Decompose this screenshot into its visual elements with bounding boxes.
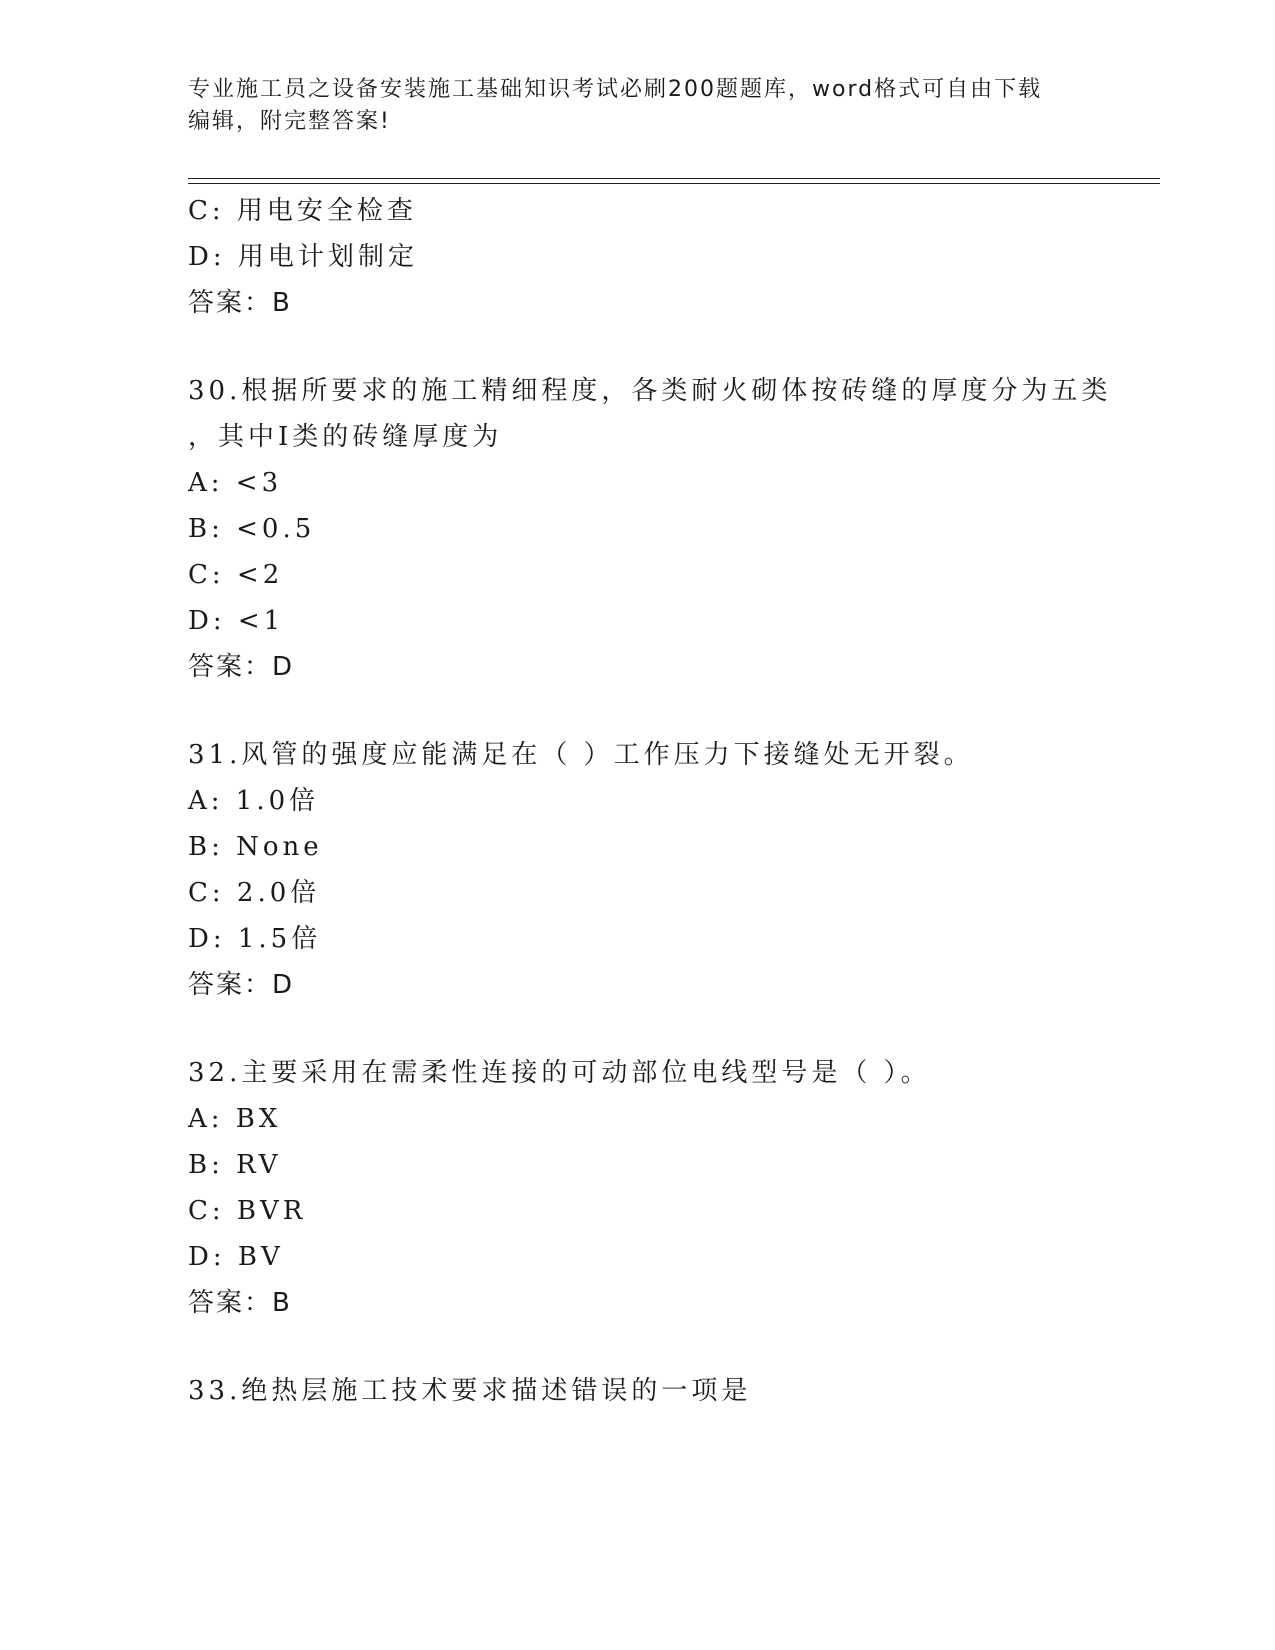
option-c: C: BVR (188, 1196, 307, 1226)
option-a: A: 1.0倍 (188, 786, 320, 816)
question-stem: 32.主要采用在需柔性连接的可动部位电线型号是（ ）。 (188, 1058, 931, 1088)
document-header (188, 74, 1088, 138)
option-c: C: <2 (188, 560, 284, 590)
option-d: D: 1.5倍 (188, 924, 322, 954)
question-stem: 30.根据所要求的施工精细程度，各类耐火砌体按砖缝的厚度分为五类 (188, 376, 1112, 406)
question-30 (188, 368, 1112, 690)
header-rule-top (188, 178, 1160, 179)
question-29-tail (188, 188, 1088, 326)
question-31 (188, 732, 1088, 1008)
answer: 答案：B (188, 1288, 292, 1318)
question-32 (188, 1050, 1088, 1326)
question-stem: 31.风管的强度应能满足在（ ）工作压力下接缝处无开裂。 (188, 740, 974, 770)
answer: 答案：D (188, 652, 295, 682)
option-d: D: <1 (188, 606, 285, 636)
answer: 答案：D (188, 970, 295, 1000)
option-c: C: 用电安全检查 (188, 196, 417, 226)
question-stem: 33.绝热层施工技术要求描述错误的一项是 (188, 1376, 752, 1406)
option-d: D: 用电计划制定 (188, 242, 418, 272)
option-b: B: None (188, 832, 323, 862)
option-d: D: BV (188, 1242, 284, 1272)
header-rule-bottom (188, 183, 1160, 184)
question-list (188, 188, 1112, 1414)
answer: 答案：B (188, 288, 292, 318)
header-line-2: 编辑，附完整答案! (188, 109, 391, 134)
option-b: B: <0.5 (188, 514, 316, 544)
header-line-1: 专业施工员之设备安装施工基础知识考试必刷200题题库，word格式可自由下载 (188, 77, 1043, 102)
question-stem-continued: ，其中Ⅰ类的砖缝厚度为 (188, 422, 503, 452)
option-c: C: 2.0倍 (188, 878, 321, 908)
question-33 (188, 1368, 1088, 1414)
option-a: A: <3 (188, 468, 283, 498)
option-b: B: RV (188, 1150, 282, 1180)
option-a: A: BX (188, 1104, 282, 1134)
